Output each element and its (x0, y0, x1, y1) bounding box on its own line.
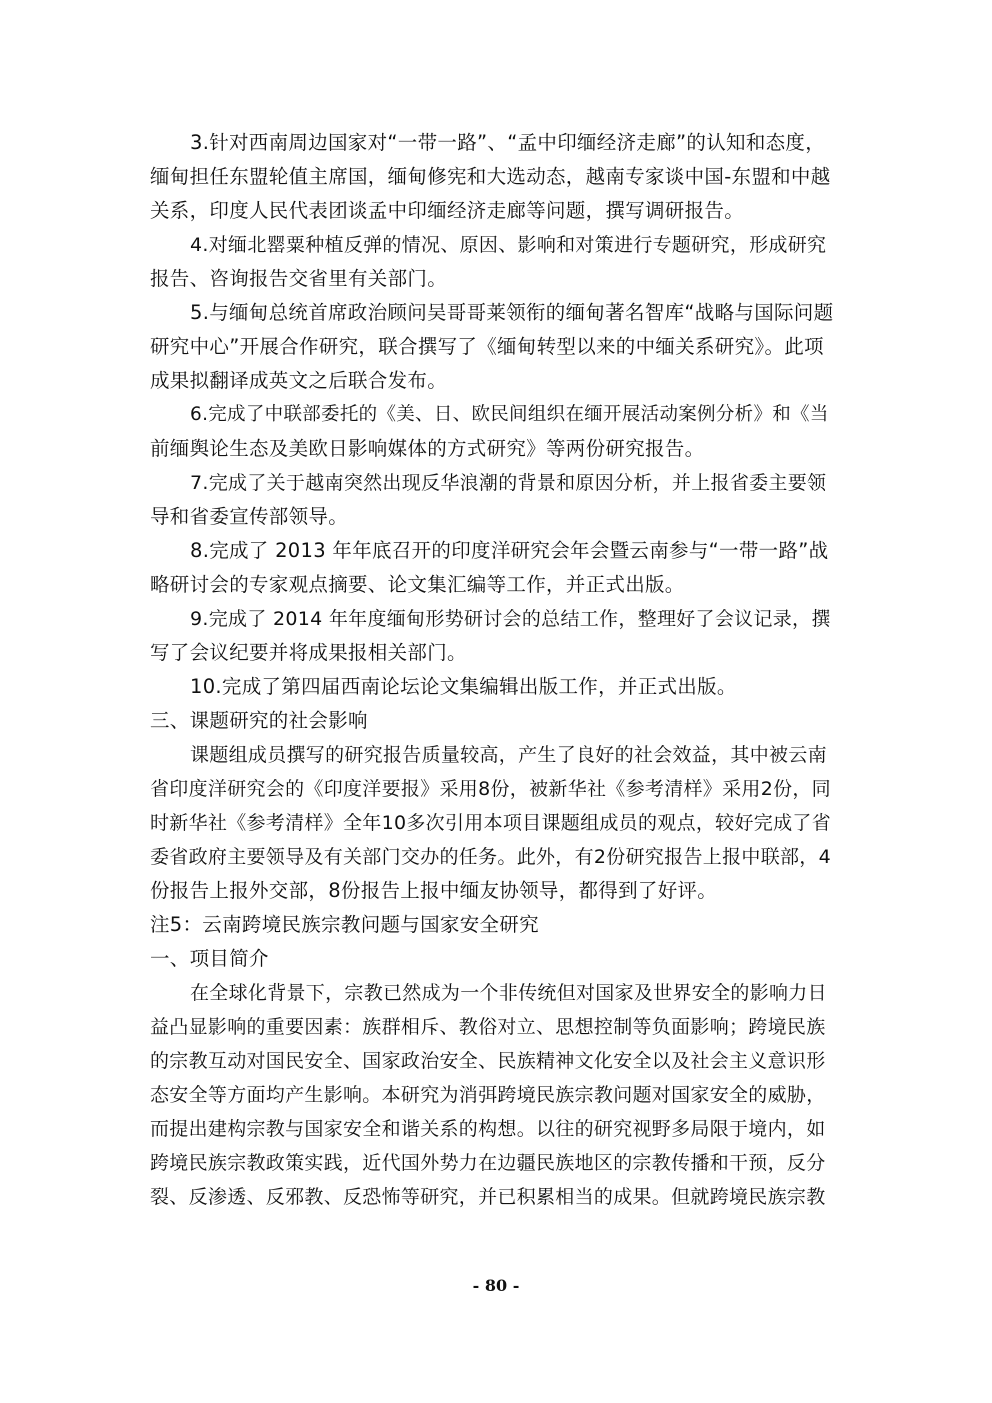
text-line: 在全球化背景下，宗教已然成为一个非传统但对国家及世界安全的影响力日 (190, 982, 827, 1004)
text-line: 关系，印度人民代表团谈孟中印缅经济走廊等问题，撰写调研报告。 (150, 199, 745, 222)
text-line: 导和省委宣传部领导。 (150, 505, 349, 528)
text-line: 缅甸担任东盟轮值主席国，缅甸修宪和大选动态，越南专家谈中国-东盟和中越 (150, 165, 831, 188)
text-line: 课题组成员撰写的研究报告质量较高，产生了良好的社会效益，其中被云南 (190, 744, 827, 766)
text-line: 8.完成了 2013 年年底召开的印度洋研究会年会暨云南参与“一带一路”战 (190, 539, 829, 562)
text-line: 裂、反渗透、反邪教、反恐怖等研究，并已积累相当的成果。但就跨境民族宗教 (150, 1186, 826, 1208)
text-line: 3.针对西南周边国家对“一带一路”、“孟中印缅经济走廊”的认知和态度， (190, 131, 826, 154)
text-line: 三、课题研究的社会影响 (150, 709, 368, 732)
text-line: 5.与缅甸总统首席政治顾问吴哥哥莱领衔的缅甸著名智库“战略与国际问题 (190, 301, 834, 324)
text-line: 注5：云南跨境民族宗教问题与国家安全研究 (150, 913, 539, 936)
text-line: 委省政府主要领导及有关部门交办的任务。此外，有2份研究报告上报中联部，4 (150, 846, 831, 868)
text-line: 研究中心”开展合作研究，联合撰写了《缅甸转型以来的中缅关系研究》。此项 (150, 335, 824, 358)
text-line: 的宗教互动对国民安全、国家政治安全、民族精神文化安全以及社会主义意识形 (150, 1050, 826, 1072)
text-line: 9.完成了 2014 年年度缅甸形势研讨会的总结工作，整理好了会议记录，撰 (190, 608, 831, 630)
text-line: 10.完成了第四届西南论坛论文集编辑出版工作，并正式出版。 (190, 675, 737, 698)
text-line: 6.完成了中联部委托的《美、日、欧民间组织在缅开展活动案例分析》和《当 (190, 404, 829, 425)
body-text (150, 126, 842, 1214)
text-line: 前缅舆论生态及美欧日影响媒体的方式研究》等两份研究报告。 (150, 437, 705, 460)
text-line: 成果拟翻译成英文之后联合发布。 (150, 369, 448, 392)
text-line: 份报告上报外交部，8份报告上报中缅友协领导，都得到了好评。 (150, 879, 718, 902)
text-line: 报告、咨询报告交省里有关部门。 (150, 267, 448, 290)
text-line: 时新华社《参考清样》全年10多次引用本项目课题组成员的观点，较好完成了省 (150, 812, 831, 834)
text-line: 态安全等方面均产生影响。本研究为消弭跨境民族宗教问题对国家安全的威胁， (150, 1084, 826, 1106)
text-line: 省印度洋研究会的《印度洋要报》采用8份，被新华社《参考清样》采用2份，同 (150, 778, 831, 800)
text-line: 跨境民族宗教政策实践，近代国外势力在边疆民族地区的宗教传播和干预，反分 (150, 1152, 826, 1174)
text-line: 7.完成了关于越南突然出现反华浪潮的背景和原因分析，并上报省委主要领 (190, 472, 827, 494)
text-line: 而提出建构宗教与国家安全和谐关系的构想。以往的研究视野多局限于境内，如 (150, 1118, 826, 1140)
text-line: 写了会议纪要并将成果报相关部门。 (150, 641, 467, 664)
text-line: 一、项目简介 (150, 947, 269, 970)
text-line: 4.对缅北罂粟种植反弹的情况、原因、影响和对策进行专题研究，形成研究 (190, 234, 827, 256)
text-line: 益凸显影响的重要因素：族群相斥、教俗对立、思想控制等负面影响；跨境民族 (150, 1016, 826, 1038)
page-number: - 80 - (472, 1276, 520, 1295)
text-line: 略研讨会的专家观点摘要、论文集汇编等工作，并正式出版。 (150, 573, 685, 596)
